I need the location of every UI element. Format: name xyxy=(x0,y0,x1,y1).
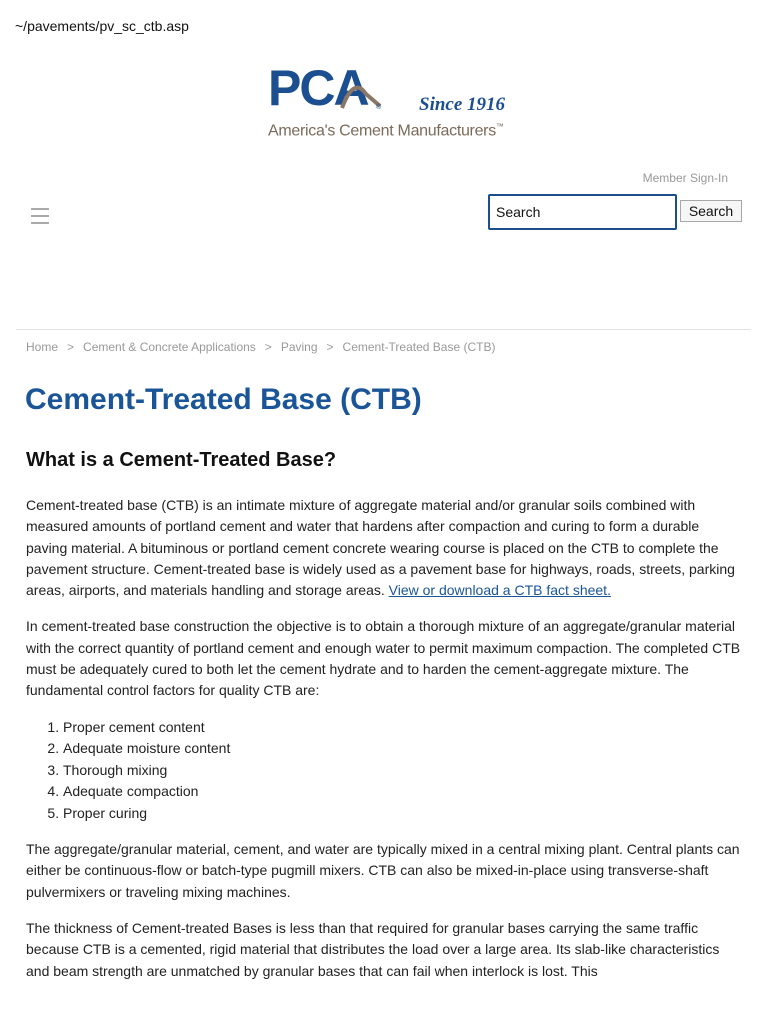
breadcrumb-separator: > xyxy=(67,340,75,354)
logo-tagline-text: America's Cement Manufacturers xyxy=(268,122,496,140)
breadcrumb xyxy=(26,340,495,354)
breadcrumb-home[interactable]: Home xyxy=(26,340,59,354)
breadcrumb-separator: > xyxy=(326,340,334,354)
search-input[interactable] xyxy=(488,194,677,230)
list-item: 4. Adequate compaction xyxy=(63,781,742,803)
hamburger-bar xyxy=(31,222,49,224)
list-item: 1. Proper cement content xyxy=(63,717,742,739)
list-item: 2. Adequate moisture content xyxy=(63,738,742,760)
page-url: ~/pavements/pv_sc_ctb.asp xyxy=(15,18,189,34)
paragraph-thickness: The thickness of Cement-treated Bases is less than that required for granular bases carrying the same traffic because CTB is a cemented, rigid material that distributes the load over a large area. Its slab-like characteristics and beam strength are unmatched by granular bases that can fail when interlock is lost. This xyxy=(26,920,720,979)
page-title: Cement-Treated Base (CTB) xyxy=(25,383,422,416)
paragraph-intro-text: Cement-treated base (CTB) is an intimate mixture of aggregate material and/or granular soils combined with measured amounts of portland cement and water that hardens after compaction and curing to form a durable paving material. A bituminous or portland cement concrete wearing course is placed on the CTB to complete the pavement structure. Cement-treated base is widely used as a pavement base for highways, roads, streets, parking areas, airports, and materials handling and storage areas. xyxy=(26,497,735,599)
section-title: What is a Cement-Treated Base? xyxy=(26,449,337,471)
logo-registered-mark: ® xyxy=(376,104,382,111)
article-body xyxy=(26,495,742,997)
list-item: 5. Proper curing xyxy=(63,803,742,825)
logo-trademark: ™ xyxy=(495,122,504,131)
hamburger-icon[interactable] xyxy=(31,208,49,226)
breadcrumb-separator: > xyxy=(264,340,272,354)
logo-since: Since 1916 xyxy=(419,94,506,115)
control-factors-list xyxy=(63,717,742,825)
header-divider xyxy=(16,329,751,330)
logo-acronym: PCA xyxy=(268,60,368,116)
breadcrumb-paving[interactable]: Paving xyxy=(280,340,318,354)
paragraph-objective: In cement-treated base construction the objective is to obtain a thorough mixture of an aggregate/granular material with the correct quantity of portland cement and enough water to permit maximum compaction. The completed CTB must be adequately cured to both let the cement hydrate and to harden the cement-aggregate mixture. The fundamental control factors for quality CTB are: xyxy=(26,618,741,699)
member-sign-in-link[interactable]: Member Sign-In xyxy=(642,171,728,185)
pca-logo[interactable] xyxy=(268,60,508,146)
hamburger-bar xyxy=(31,215,49,217)
pca-logo-mark xyxy=(268,60,388,116)
search-button[interactable]: Search xyxy=(680,200,742,222)
breadcrumb-current: Cement-Treated Base (CTB) xyxy=(342,340,496,354)
list-item: 3. Thorough mixing xyxy=(63,760,742,782)
hamburger-bar xyxy=(31,208,49,210)
logo-tagline xyxy=(268,122,504,140)
paragraph-intro xyxy=(26,495,742,601)
ctb-fact-sheet-link[interactable]: View or download a CTB fact sheet. xyxy=(388,582,611,599)
paragraph-mixing: The aggregate/granular material, cement, and water are typically mixed in a central mixing plant. Central plants can either be continuous-flow or batch-type pugmill mixers. CTB can also be mixed-in-place using transverse-shaft pulvermixers or traveling mixing machines. xyxy=(26,841,740,900)
breadcrumb-applications[interactable]: Cement & Concrete Applications xyxy=(83,340,256,354)
